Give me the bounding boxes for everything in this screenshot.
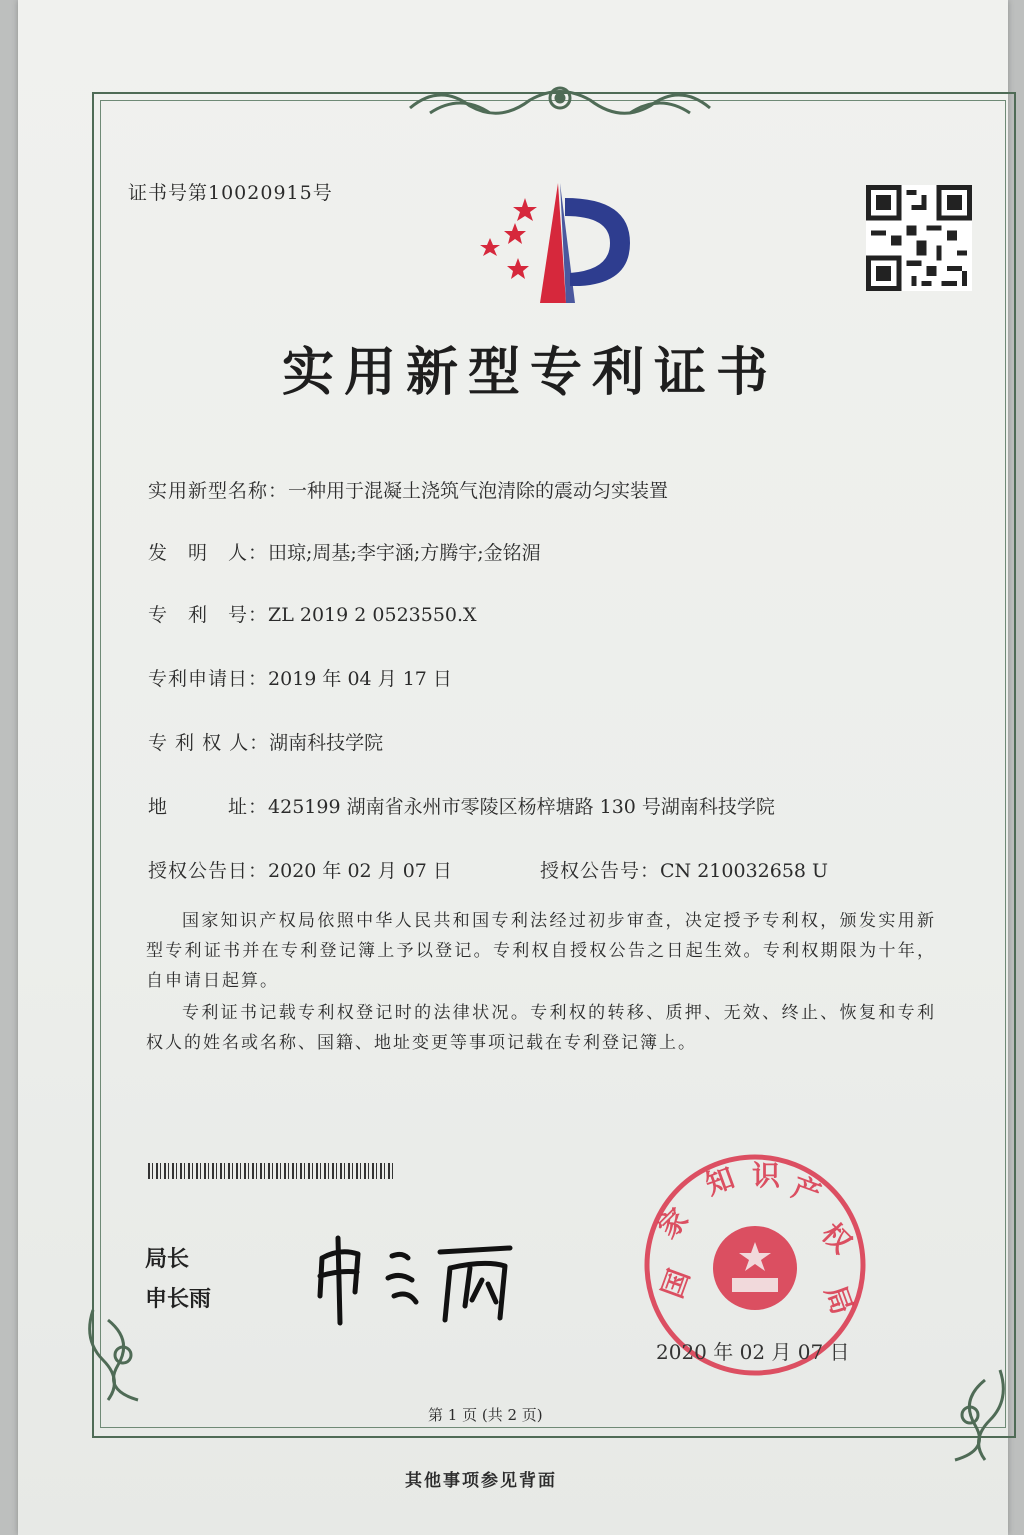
field-value: 一种用于混凝土浇筑气泡清除的震动匀实装置 <box>288 480 669 502</box>
field-label: 授权公告号： <box>540 860 661 882</box>
field-grant-date <box>148 856 452 883</box>
director-title: 局长 <box>145 1247 190 1272</box>
field-value: 2020 年 02 月 07 日 <box>268 860 452 882</box>
field-utility-model-name <box>148 476 668 503</box>
field-patent-number <box>148 600 477 627</box>
field-grant-number <box>540 856 828 883</box>
svg-text:权: 权 <box>815 1216 859 1260</box>
corner-ornament-icon <box>78 1300 168 1410</box>
certificate-number: 证书号第10020915号 <box>128 182 333 204</box>
field-filing-date <box>148 664 452 691</box>
field-inventors <box>148 538 541 565</box>
body-paragraph: 专利证书记载专利权登记时的法律状况。专利权的转移、质押、无效、终止、恢复和专利权人的姓名或名称、国籍、地址变更等事项记载在专利登记簿上。 <box>146 1003 936 1053</box>
page-indicator: 第 1 页 (共 2 页) <box>428 1406 543 1424</box>
field-value: ZL 2019 2 0523550.X <box>268 604 477 626</box>
cnipa-logo-icon <box>470 178 640 303</box>
field-label: 发 明 人： <box>148 542 269 564</box>
svg-text:家: 家 <box>651 1201 695 1245</box>
field-value: CN 210032658 U <box>660 860 829 882</box>
barcode-icon <box>148 1163 393 1179</box>
field-label: 专 利 号： <box>148 604 269 626</box>
footer-note: 其他事项参见背面 <box>405 1471 557 1491</box>
field-value: 425199 湖南省永州市零陵区杨梓塘路 130 号湖南科技学院 <box>268 796 775 818</box>
svg-text:知: 知 <box>701 1160 739 1202</box>
field-label: 专利申请日： <box>148 668 269 690</box>
seal-date: 2020 年 02 月 07 日 <box>656 1340 850 1364</box>
field-label: 授权公告日： <box>148 860 269 882</box>
certificate-title: 实用新型专利证书 <box>281 342 778 403</box>
top-ornament-icon <box>400 78 720 128</box>
field-value: 田琼;周基;李宇涵;方腾宇;金铭湄 <box>268 542 541 564</box>
svg-text:产: 产 <box>787 1170 826 1212</box>
svg-text:识: 识 <box>752 1159 781 1192</box>
field-value: 2019 年 04 月 17 日 <box>268 668 452 690</box>
svg-text:国: 国 <box>655 1264 697 1303</box>
svg-text:局: 局 <box>818 1281 860 1319</box>
handwritten-signature <box>300 1228 540 1328</box>
body-paragraph: 国家知识产权局依照中华人民共和国专利法经过初步审查，决定授予专利权，颁发实用新型专利证书并在专利登记簿上予以登记。专利权自授权公告之日起生效。专利权期限为十年，自申请日起算。 <box>146 911 936 991</box>
field-address <box>148 792 775 819</box>
field-label: 专 利 权 人： <box>148 732 270 754</box>
director-name: 申长雨 <box>145 1287 212 1312</box>
field-label: 实用新型名称： <box>148 480 289 502</box>
field-label: 地 址： <box>148 796 269 818</box>
field-value: 湖南科技学院 <box>269 732 384 754</box>
field-patentee <box>148 728 383 755</box>
corner-ornament-icon <box>925 1360 1015 1470</box>
qr-code-icon <box>866 185 972 291</box>
